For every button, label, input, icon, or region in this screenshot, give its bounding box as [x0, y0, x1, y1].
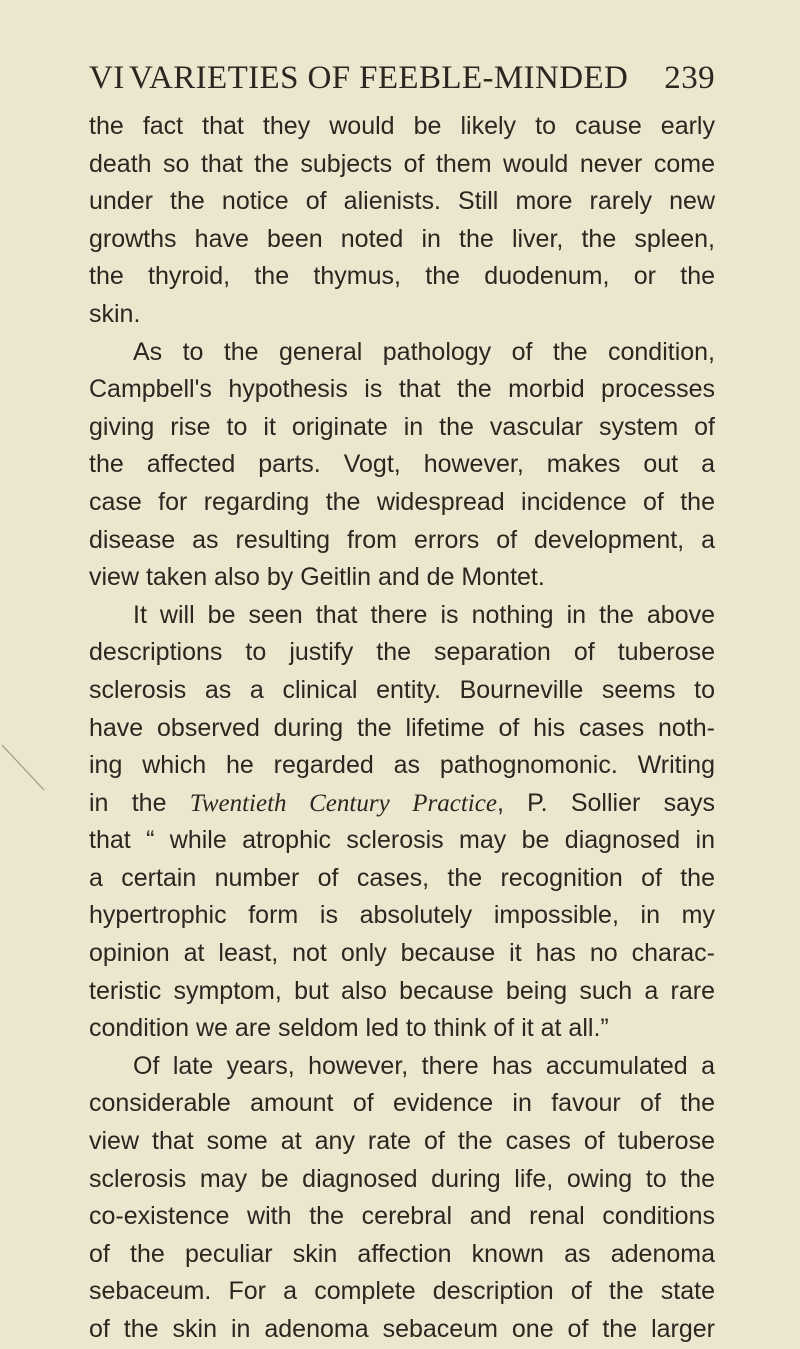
text-line: considerable amount of evidence in favour of the [89, 1089, 715, 1118]
body-text [89, 108, 715, 1349]
text-line: ing which he regarded as pathognomonic. Writing [89, 751, 715, 780]
text-line: sclerosis may be diagnosed during life, owing to the [89, 1164, 715, 1193]
text-segment: , P. Sollier says [496, 788, 715, 817]
text-line: descriptions to justify the separation of tuberose [89, 638, 715, 667]
page-number: 239 [664, 60, 715, 96]
text-line: of the skin in adenoma sebaceum one of the larger [89, 1315, 715, 1343]
text-segment: in the [89, 788, 190, 817]
running-head [89, 56, 715, 100]
text-line: sebaceum. For a complete description of the state [89, 1277, 715, 1306]
text-line: view taken also by Geitlin and de Montet. [89, 563, 545, 592]
text-line: hypertrophic form is absolutely impossible, in my [89, 901, 715, 930]
paragraph-start-line: It will be seen that there is nothing in the above [133, 600, 715, 629]
text-line-with-italic [89, 785, 715, 823]
text-line: opinion at least, not only because it has no charac- [89, 939, 715, 968]
text-line: co-existence with the cerebral and renal conditions [89, 1202, 715, 1231]
text-line: a certain number of cases, the recognition of the [89, 863, 715, 892]
text-line: under the notice of alienists. Still more rarely new [89, 187, 715, 216]
text-line: sclerosis as a clinical entity. Bourneville seems to [89, 675, 715, 704]
chapter-number: VI [89, 60, 125, 96]
paragraph-start-line: Of late years, however, there has accumulated a [133, 1051, 715, 1080]
text-line: view that some at any rate of the cases of tuberose [89, 1127, 715, 1156]
text-line: Campbell's hypothesis is that the morbid processes [89, 375, 715, 404]
text-line: growths have been noted in the liver, the spleen, [89, 224, 715, 253]
text-line: condition we are seldom led to think of it at all.” [89, 1014, 609, 1043]
text-line: the affected parts. Vogt, however, makes out a [89, 450, 715, 479]
text-line: the thyroid, the thymus, the duodenum, or the [89, 262, 715, 291]
book-title-italic: Twentieth Century Practice [189, 789, 497, 817]
text-line: the fact that they would be likely to cause early [89, 112, 715, 140]
text-line: that “ while atrophic sclerosis may be diagnosed in [89, 826, 715, 855]
text-line: death so that the subjects of them would never come [89, 149, 715, 178]
text-line: of the peculiar skin affection known as adenoma [89, 1239, 715, 1268]
text-line: have observed during the lifetime of his cases noth- [89, 713, 715, 742]
paragraph-start-line: As to the general pathology of the condition, [133, 337, 715, 366]
text-line: skin. [89, 299, 141, 328]
text-line: giving rise to it originate in the vascular system of [89, 412, 715, 441]
running-title: VARIETIES OF FEEBLE-MINDED [129, 60, 629, 96]
text-line: disease as resulting from errors of development, a [89, 525, 715, 554]
text-line: case for regarding the widespread incidence of the [89, 487, 715, 516]
text-line: teristic symptom, but also because being such a rare [89, 976, 715, 1005]
